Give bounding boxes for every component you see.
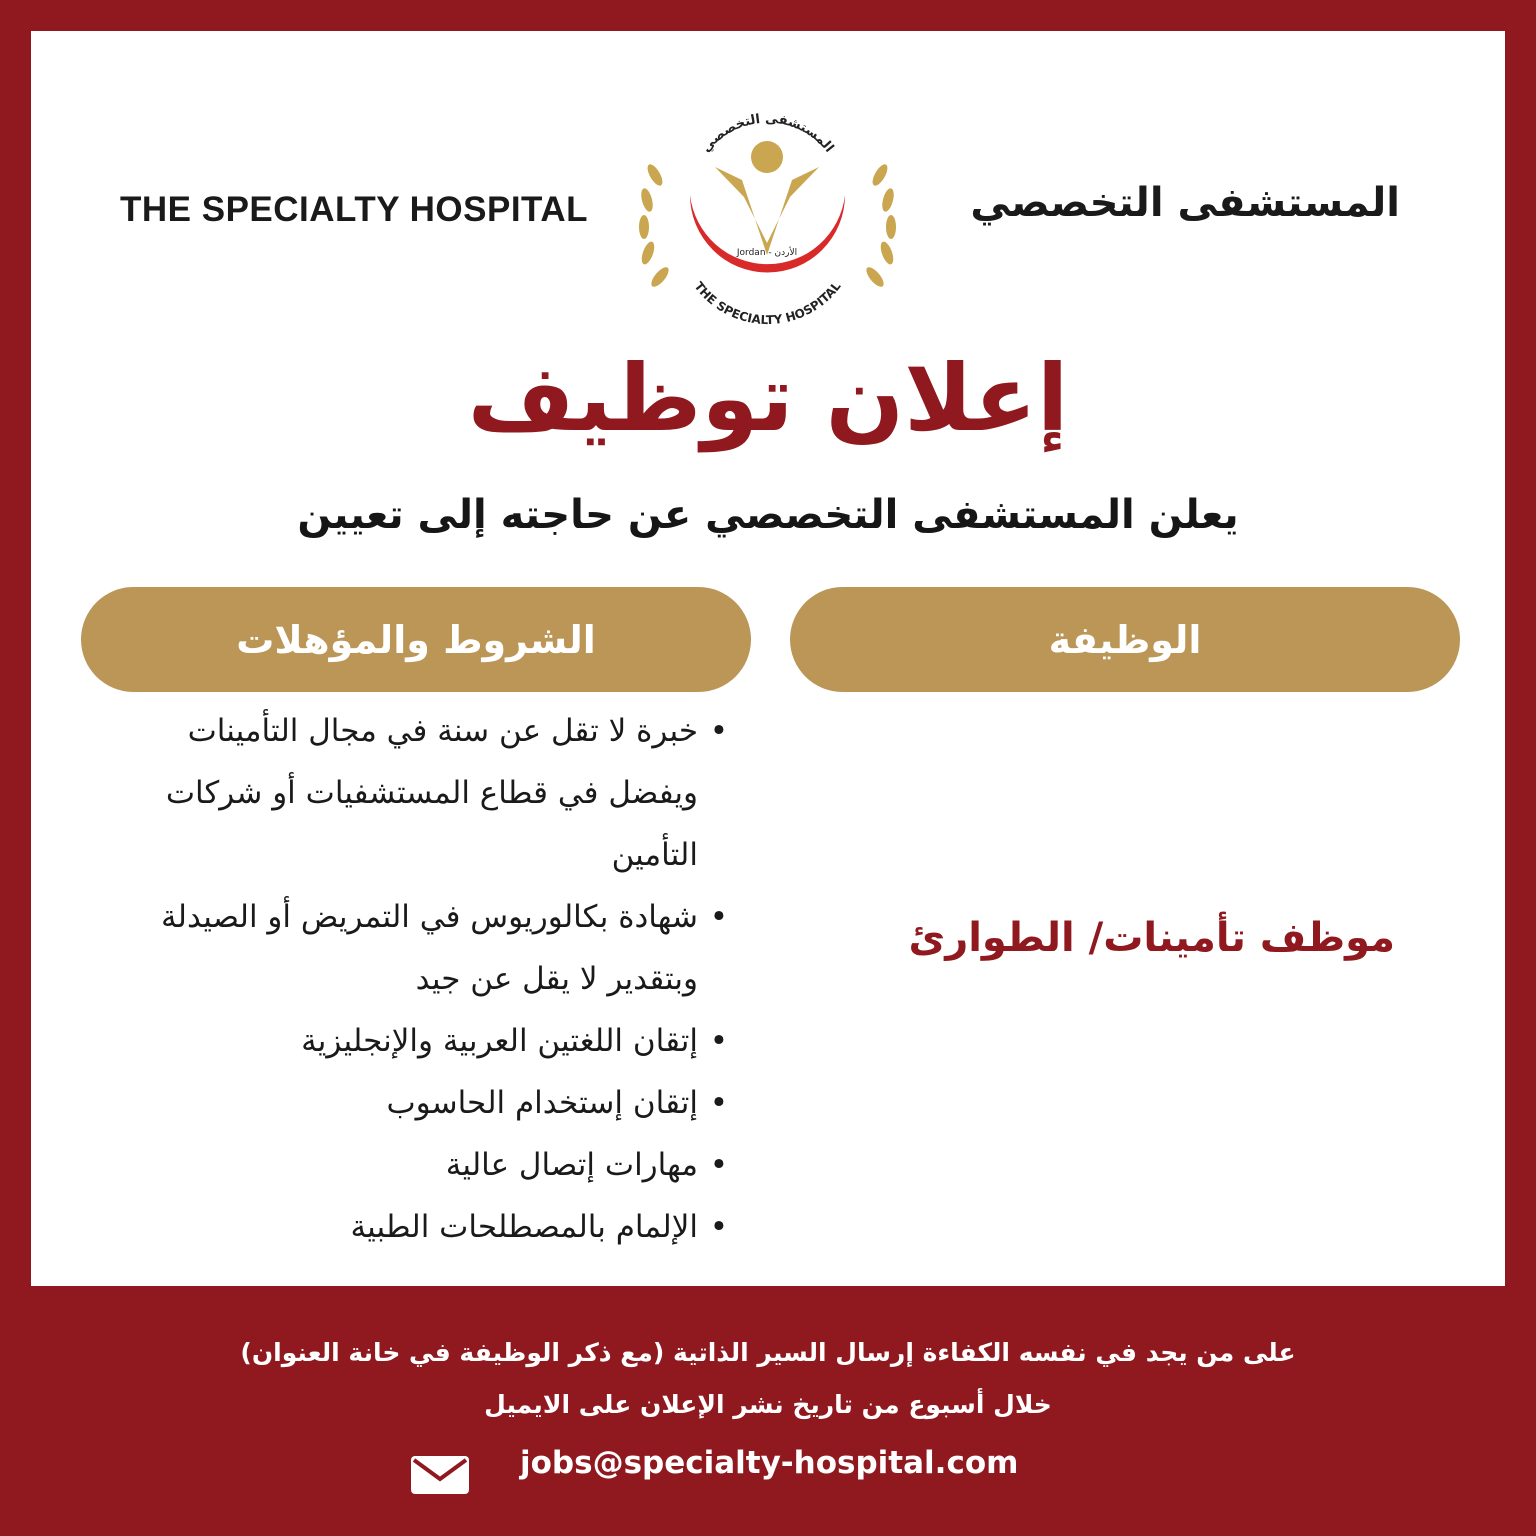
email-link[interactable]: jobs@specialty-hospital.com [520, 1445, 1019, 1481]
brand-name-en: THE SPECIALTY HOSPITAL [120, 190, 588, 229]
bullet-icon: • [709, 1209, 728, 1245]
envelope-icon [410, 1455, 470, 1495]
list-item: • خبرة لا تقل عن سنة في مجال التأمينات ويفضل في قطاع المستشفيات أو شركات التأمين [100, 700, 728, 886]
bullet-icon: • [709, 1147, 728, 1183]
hospital-logo [630, 95, 905, 335]
subtitle: يعلن المستشفى التخصصي عن حاجته إلى تعيين [297, 492, 1239, 538]
bullet-icon: • [709, 1023, 728, 1059]
footer-instruction-line-2: خلال أسبوع من تاريخ نشر الإعلان على الايميل [484, 1390, 1052, 1419]
job-title: موظف تأمينات/ الطوارئ [908, 915, 1395, 961]
list-item: • مهارات إتصال عالية [100, 1134, 728, 1196]
requirements-column-header [81, 587, 751, 692]
list-item: • شهادة بكالوريوس في التمريض أو الصيدلة وبتقدير لا يقل عن جيد [100, 886, 728, 1010]
bullet-icon: • [709, 899, 728, 935]
bullet-icon: • [709, 1085, 728, 1121]
logo-arc-top-text: المستشفى التخصصي [698, 111, 837, 156]
requirements-column-header-label: الشروط والمؤهلات [236, 617, 596, 662]
job-column-header [790, 587, 1460, 692]
list-item: • الإلمام بالمصطلحات الطبية [100, 1196, 728, 1258]
job-column-header-label: الوظيفة [1048, 617, 1202, 662]
footer-instruction-line-1: على من يجد في نفسه الكفاءة إرسال السير الذاتية (مع ذكر الوظيفة في خانة العنوان) [240, 1338, 1296, 1367]
logo-arc-bottom-text: THE SPECIALTY HOSPITAL [691, 279, 844, 328]
logo-inner-text: Jordan - الأردن [736, 248, 798, 258]
brand-name-ar: المستشفى التخصصي [970, 180, 1400, 226]
bullet-icon: • [709, 713, 728, 749]
figure-body-icon [715, 167, 819, 255]
list-item: • إتقان اللغتين العربية والإنجليزية [100, 1010, 728, 1072]
requirements-list [100, 700, 728, 1258]
list-item: • إتقان إستخدام الحاسوب [100, 1072, 728, 1134]
page-title: إعلان توظيف [467, 345, 1069, 452]
red-crescent-icon [690, 195, 845, 273]
figure-head-icon [751, 141, 783, 173]
